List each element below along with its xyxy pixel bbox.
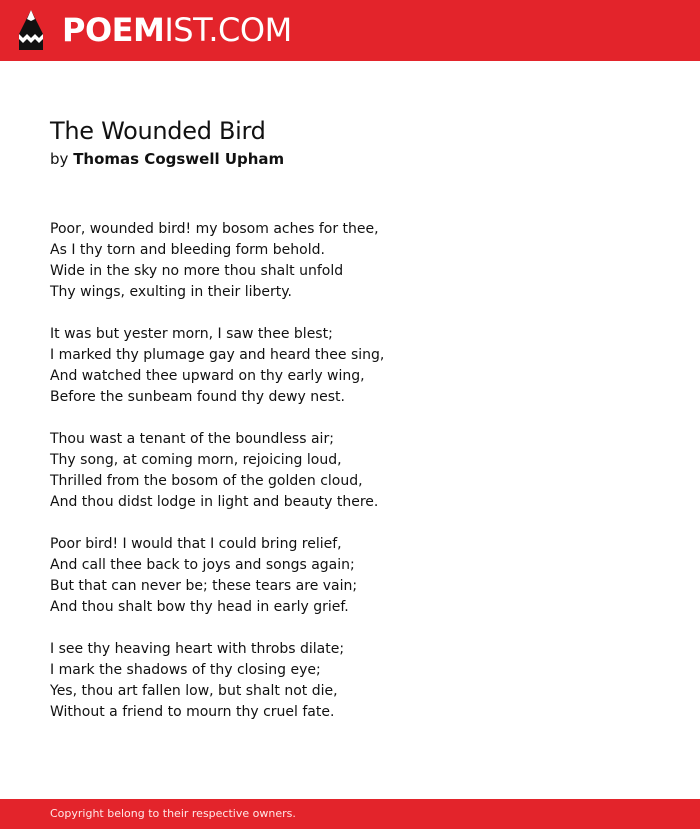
pen-nib-icon: [18, 9, 44, 51]
poem-line: As I thy torn and bleeding form behold.: [50, 242, 325, 258]
poem-line: And thou shalt bow thy head in early grief.: [50, 599, 349, 615]
poem-line: It was but yester morn, I saw thee blest;: [50, 326, 333, 342]
poem-line: I mark the shadows of thy closing eye;: [50, 662, 321, 678]
poem-line: Thy wings, exulting in their liberty.: [50, 284, 293, 300]
site-header: [0, 0, 700, 61]
poem-line: I marked thy plumage gay and heard thee sing,: [50, 347, 385, 363]
logo-text-bold: POEM: [62, 11, 165, 49]
poem-line: Thou wast a tenant of the boundless air;: [50, 431, 334, 447]
poem-line: Poor bird! I would that I could bring relief,: [50, 536, 342, 552]
poem-line: Poor, wounded bird! my bosom aches for thee,: [50, 221, 379, 237]
stanza: [50, 534, 650, 618]
poem-line: I see thy heaving heart with throbs dilate;: [50, 641, 345, 657]
poem-line: But that can never be; these tears are vain;: [50, 578, 358, 594]
logo-text-light: IST.COM: [164, 11, 292, 49]
poem-byline: [50, 148, 284, 170]
poem-line: And thou didst lodge in light and beauty there.: [50, 494, 379, 510]
poem-body: [50, 219, 650, 744]
poem-line: Thy song, at coming morn, rejoicing loud,: [50, 452, 342, 468]
poem-line: And watched thee upward on thy early wing,: [50, 368, 365, 384]
poem-line: Thrilled from the bosom of the golden cloud,: [50, 473, 363, 489]
poem-line: And call thee back to joys and songs again;: [50, 557, 355, 573]
copyright-text: Copyright belong to their respective owners.: [50, 807, 296, 820]
stanza: [50, 324, 650, 408]
byline-prefix: by: [50, 150, 69, 168]
poem-author[interactable]: Thomas Cogswell Upham: [73, 150, 285, 168]
stanza: [50, 429, 650, 513]
site-logo[interactable]: [62, 10, 292, 50]
stanza: [50, 639, 650, 723]
poem-line: Yes, thou art fallen low, but shalt not die,: [50, 683, 338, 699]
poem-line: Before the sunbeam found thy dewy nest.: [50, 389, 345, 405]
poem-line: Without a friend to mourn thy cruel fate.: [50, 704, 335, 720]
site-footer: [0, 799, 700, 829]
poem-line: Wide in the sky no more thou shalt unfold: [50, 263, 344, 279]
stanza: [50, 219, 650, 303]
poem-title: The Wounded Bird: [50, 117, 266, 145]
